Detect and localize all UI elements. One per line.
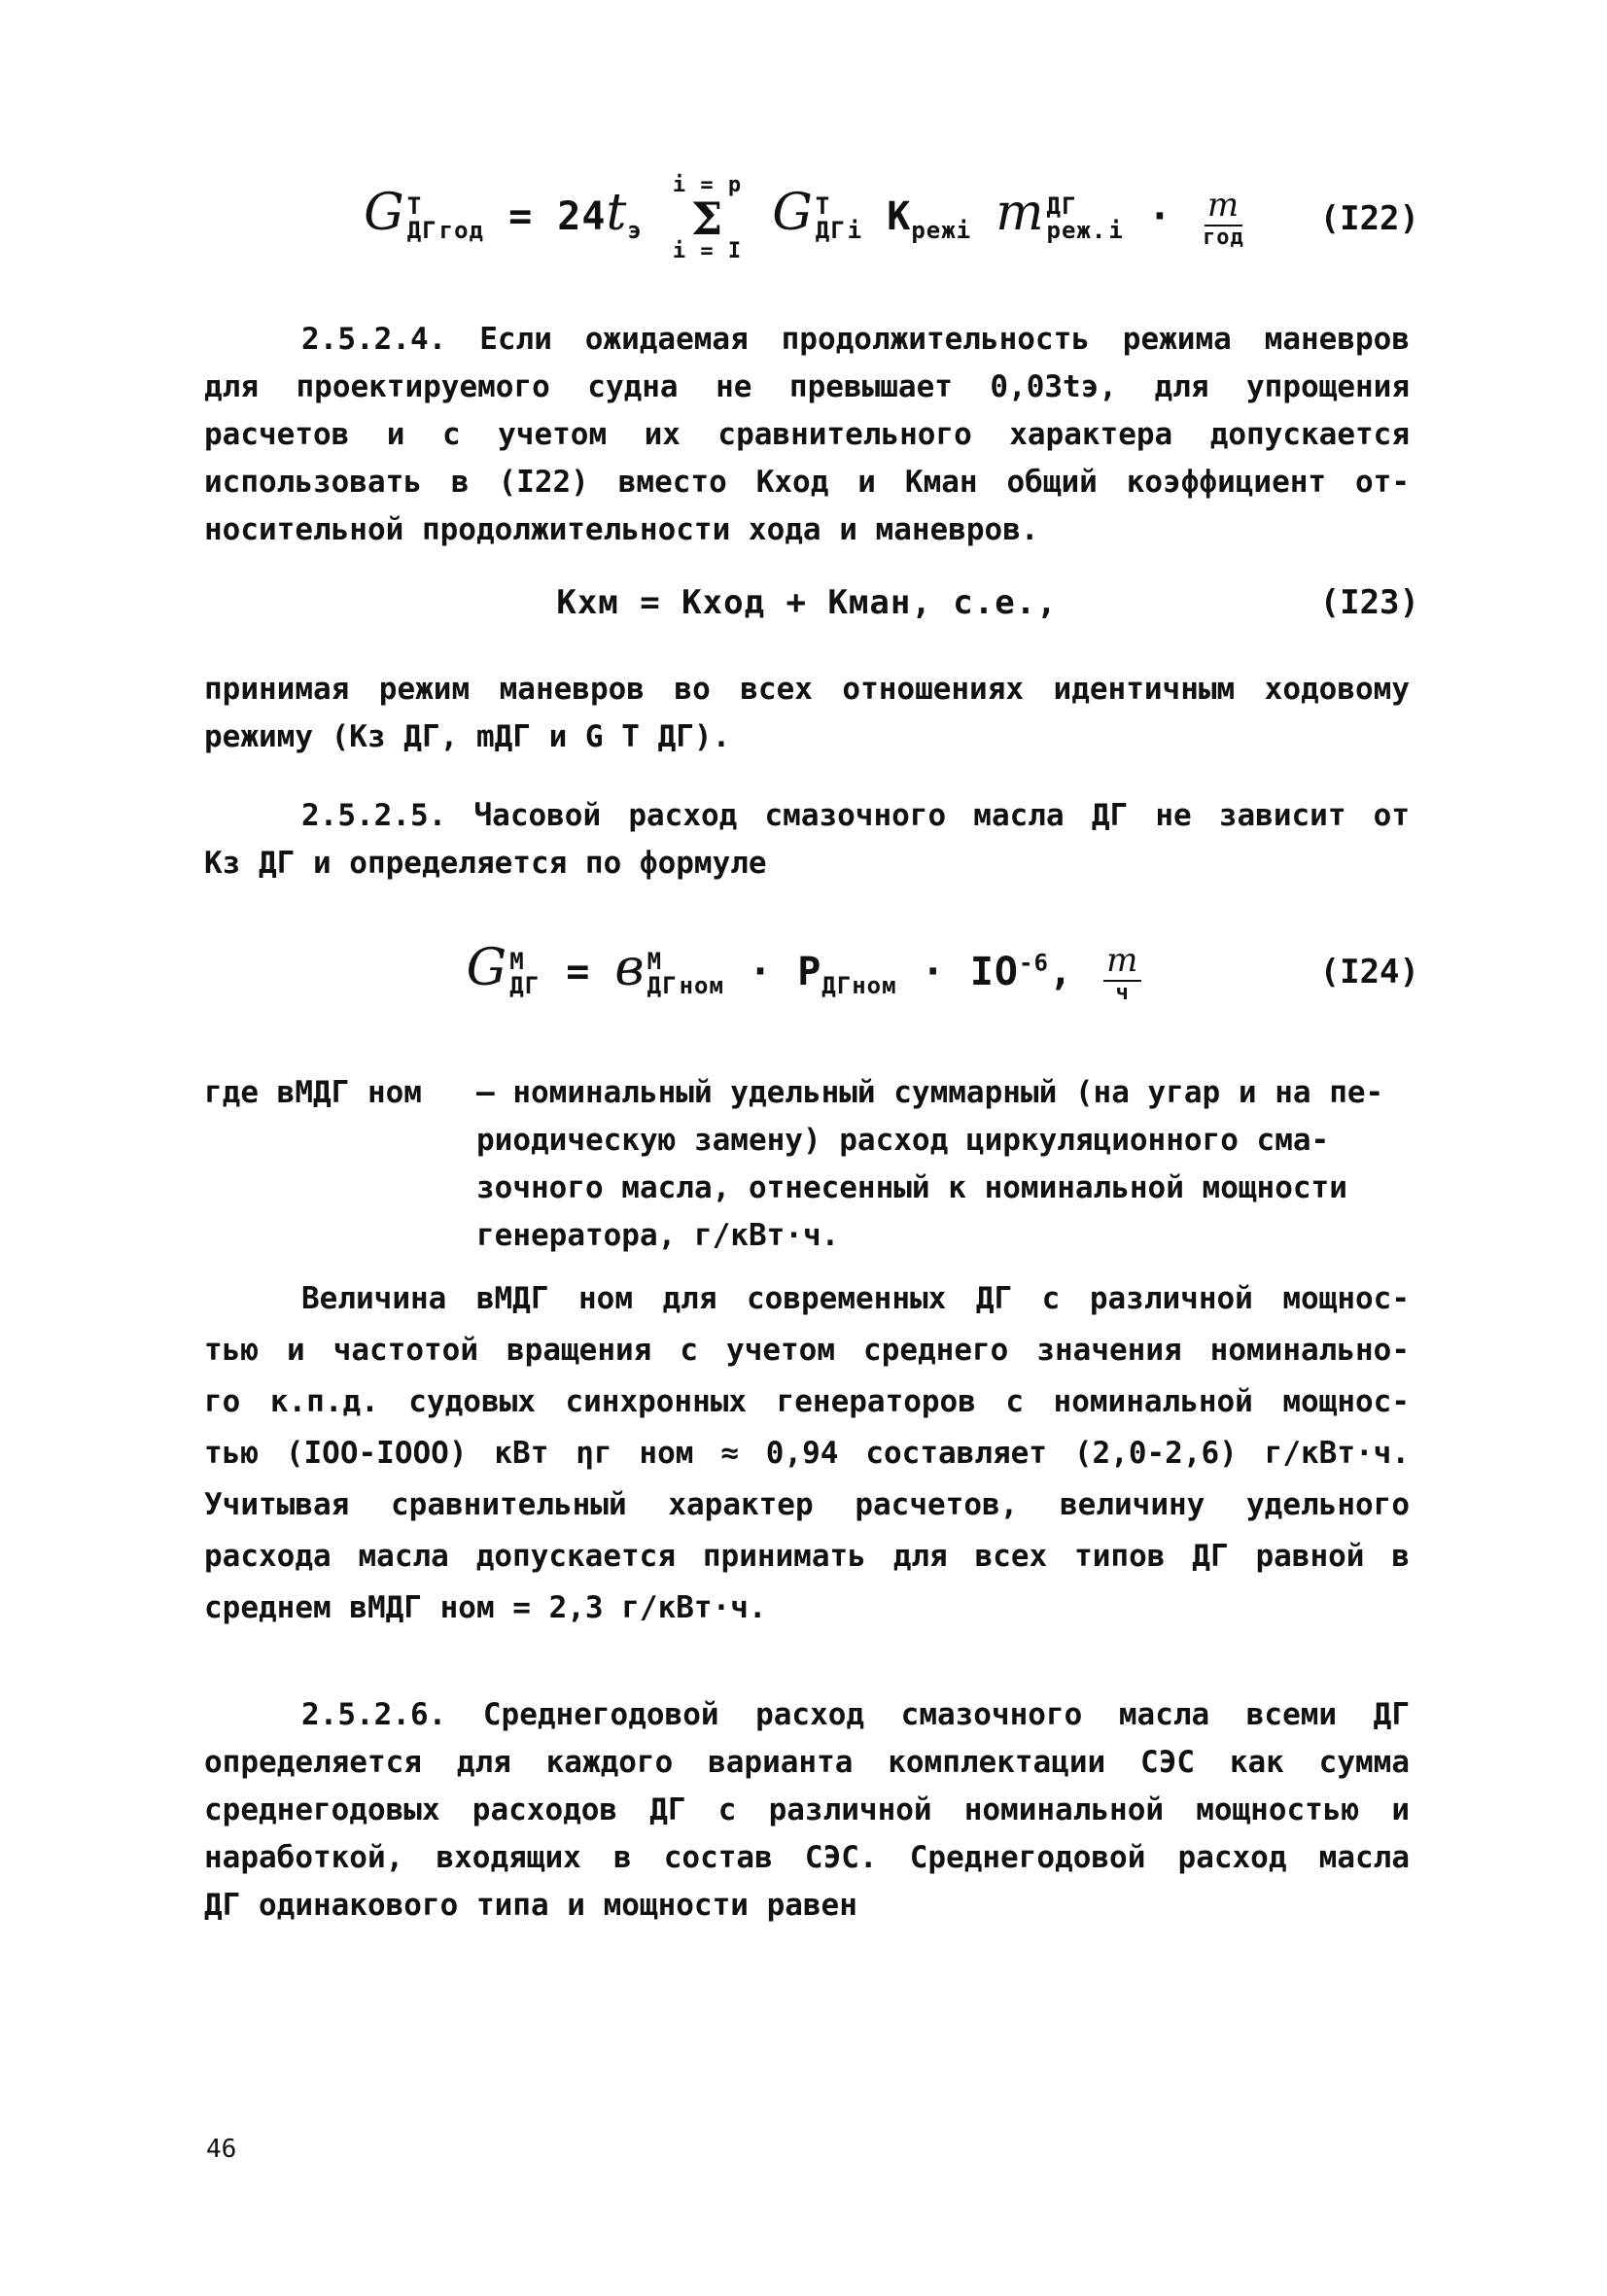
sigma-icon: Σ bbox=[690, 192, 724, 245]
text-line: зочного масла, отнесенный к номинальной мощности bbox=[476, 1170, 1347, 1205]
eq124-b-sub: ДГ bbox=[646, 972, 678, 1000]
page-number: 46 bbox=[206, 2135, 237, 2164]
text-line: принимая режим маневров во всех отношениях идентичным ходовому bbox=[204, 672, 1410, 707]
eq124-power-base: IO bbox=[969, 950, 1020, 995]
paragraph-2-5-2-5 bbox=[204, 792, 1410, 887]
eq122-fraction bbox=[1203, 188, 1244, 250]
eq122-lhs-sub: ДГ bbox=[406, 217, 437, 244]
equation-124 bbox=[194, 919, 1419, 1026]
eq124-dot: · bbox=[749, 950, 774, 995]
text-line: Kз ДГ и определяется по формуле bbox=[204, 846, 767, 881]
text-line: Величина вMДГ ном для современных ДГ с различной мощнос- bbox=[301, 1281, 1410, 1316]
text-line: носительной продолжительности хода и маневров. bbox=[204, 512, 1039, 547]
eq124-power-exp: -6 bbox=[1019, 949, 1049, 977]
eq122-g-sup: T bbox=[815, 191, 831, 220]
eq122-g-symbol: G bbox=[772, 184, 814, 242]
eq122-lhs-sup: T bbox=[406, 191, 423, 220]
text-line: риодическую замену) расход циркуляционного сма- bbox=[476, 1123, 1330, 1158]
eq124-lhs-sup: M bbox=[509, 947, 525, 975]
text-line: – номинальный удельный суммарный (на угар и на пе- bbox=[476, 1075, 1384, 1110]
eq124-fraction bbox=[1103, 943, 1141, 1005]
text-line: наработкой, входящих в состав СЭС. Среднегодовой расход масла bbox=[204, 1840, 1410, 1875]
equation-number-124: (I24) bbox=[1319, 953, 1419, 991]
equation-number-122: (I22) bbox=[1319, 199, 1419, 238]
eq122-sum bbox=[673, 175, 742, 262]
eq122-frac-den: год bbox=[1203, 225, 1244, 250]
eq124-frac-num: m bbox=[1103, 943, 1141, 981]
eq124-frac-den: ч bbox=[1115, 980, 1130, 1005]
eq124-lhs-sub: ДГ bbox=[509, 972, 541, 1000]
eq122-sum-bottom: i = I bbox=[672, 239, 743, 263]
equation-123 bbox=[194, 559, 1419, 646]
eq122-lhs-sub2: год bbox=[438, 217, 484, 244]
eq124-equals: = bbox=[566, 950, 591, 995]
eq124-p-sub2: ном bbox=[852, 972, 897, 1000]
eq124-b-symbol: в bbox=[614, 939, 646, 998]
eq122-t-symbol: t bbox=[606, 184, 628, 242]
equation-123-body: Kхм = Kход + Kман, с.е., bbox=[556, 583, 1058, 622]
eq122-k-sub: реж bbox=[911, 217, 957, 244]
text-line: расхода масла допускается принимать для всех типов ДГ равной в bbox=[204, 1539, 1410, 1574]
text-line: 2.5.2.6. Среднегодовой расход смазочного масла всеми ДГ bbox=[301, 1697, 1410, 1732]
eq122-coefficient: 24 bbox=[557, 194, 607, 239]
text-line: расчетов и с учетом их сравнительного характера допускается bbox=[204, 417, 1410, 452]
text-line: для проектируемого судна не превышает 0,03tэ, для упрощения bbox=[204, 369, 1410, 404]
text-line: среднегодовых расходов ДГ с различной номинальной мощностью и bbox=[204, 1792, 1410, 1827]
where-term: где вMДГ ном bbox=[204, 1075, 422, 1110]
text-line: ДГ одинакового типа и мощности равен bbox=[204, 1888, 857, 1923]
eq122-m-sub: реж. bbox=[1046, 217, 1107, 244]
eq122-lhs-symbol: G bbox=[364, 184, 405, 242]
equation-124-body: G M ДГ = в M ДГ $_{ном} \cdot P_{ДГном} \cdot IO^{-6}$, $\frac{m}{ч}$ bbox=[467, 939, 1148, 1005]
eq124-lhs-symbol: G bbox=[466, 939, 508, 998]
eq124-b-sup: M bbox=[646, 947, 663, 975]
paragraph-oil-value bbox=[204, 1273, 1410, 1634]
text-line: режиму (Kз ДГ, mДГ и G T ДГ). bbox=[204, 719, 731, 754]
eq122-equals: = bbox=[508, 194, 534, 239]
where-definition-text bbox=[476, 1069, 1410, 1260]
eq122-t-sub: э bbox=[627, 217, 643, 244]
text-line: го к.п.д. судовых синхронных генераторов с номинальной мощнос- bbox=[204, 1384, 1410, 1419]
eq122-m-sub-i: i bbox=[1108, 217, 1124, 244]
paragraph-2-5-2-6 bbox=[204, 1691, 1410, 1930]
text-line: генератора, г/кВт·ч. bbox=[476, 1218, 840, 1253]
eq122-k-sub-i: i bbox=[956, 217, 972, 244]
eq124-dot-2: · bbox=[921, 950, 946, 995]
text-line: Учитывая сравнительный характер расчетов, величину удельного bbox=[204, 1487, 1410, 1522]
equation-122 bbox=[194, 165, 1419, 272]
equation-122-body bbox=[364, 175, 1250, 262]
text-line: 2.5.2.5. Часовой расход смазочного масла ДГ не зависит от bbox=[301, 798, 1410, 833]
text-line: определяется для каждого варианта комплектации СЭС как сумма bbox=[204, 1745, 1410, 1780]
eq122-frac-num: m bbox=[1205, 188, 1242, 226]
text-line: тью (IOO-IOOO) кВт ηг ном ≈ 0,94 составляет (2,0-2,6) г/кВт·ч. bbox=[204, 1436, 1410, 1471]
eq122-g-sub-i: i bbox=[847, 217, 863, 244]
eq122-m-sup: ДГ bbox=[1046, 191, 1077, 220]
text-line: 2.5.2.4. Если ожидаемая продолжительность режима маневров bbox=[301, 322, 1410, 357]
eq124-p-sub: ДГ bbox=[821, 972, 853, 1000]
text-line: тью и частотой вращения с учетом среднего значения номинально- bbox=[204, 1333, 1410, 1368]
eq124-p-symbol: P bbox=[797, 950, 822, 995]
paragraph-regime bbox=[204, 666, 1410, 761]
eq122-sum-top: i = p bbox=[672, 173, 743, 197]
paragraph-2-5-2-4 bbox=[204, 316, 1410, 554]
text-line: использовать в (I22) вместо Kход и Kман общий коэффициент от- bbox=[204, 465, 1410, 500]
eq124-b-sub2: ном bbox=[679, 972, 724, 1000]
text-line: среднем вMДГ ном = 2,3 г/кВт·ч. bbox=[204, 1590, 767, 1625]
eq122-m-symbol: m bbox=[996, 184, 1045, 242]
equation-number-123: (I23) bbox=[1319, 583, 1419, 622]
eq122-k-symbol: K bbox=[887, 194, 912, 239]
eq122-dot: · bbox=[1147, 194, 1172, 239]
eq122-g-sub: ДГ bbox=[815, 217, 846, 244]
